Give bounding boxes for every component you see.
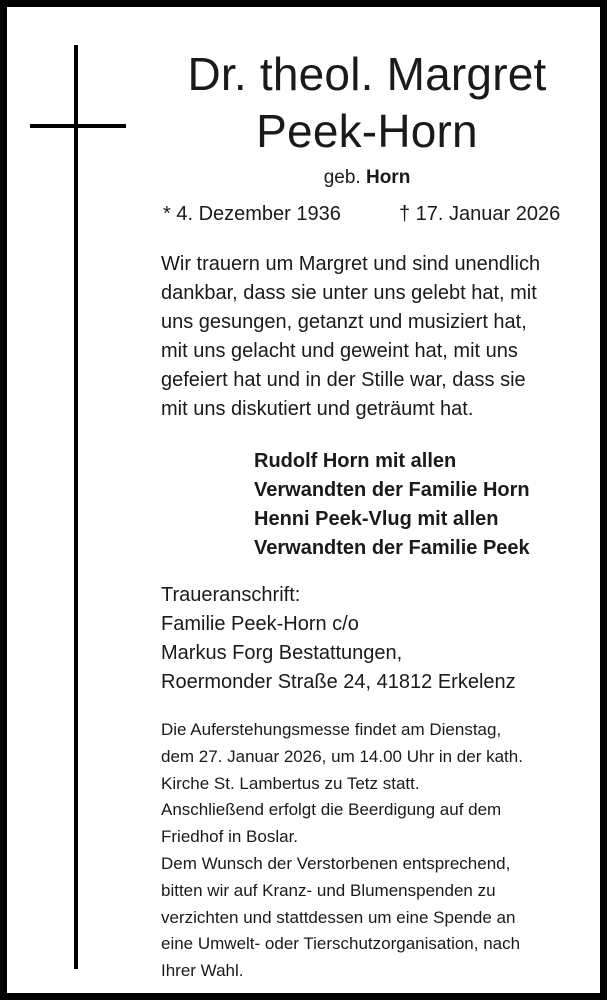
tribute-line: Wir trauern um Margret und sind unendlich [161, 253, 541, 275]
birth-name-value: Horn [365, 167, 411, 188]
mourning-address [161, 581, 516, 697]
birth-date: * 4. Dezember 1936 [163, 203, 341, 225]
funeral-notice [161, 717, 523, 985]
tribute-line: dankbar, dass sie unter uns gelebt hat, mit [161, 282, 537, 304]
tribute-line: gefeiert hat und in der Stille war, dass sie [161, 369, 526, 391]
tribute-line: mit uns diskutiert und geträumt hat. [161, 398, 474, 420]
tribute-line: uns gesungen, getanzt und musiziert hat, [161, 311, 527, 333]
notice-line: eine Umwelt- oder Tierschutzorganisation, nach [161, 934, 521, 954]
notice-line: Dem Wunsch der Verstorbenen entsprechend, [161, 853, 511, 873]
bereaved-line: Rudolf Horn mit allen [254, 450, 457, 472]
notice-line: bitten wir auf Kranz- und Blumenspenden zu [161, 880, 496, 900]
cross-icon-horizontal-bar [30, 124, 126, 128]
deceased-name-line-1: Dr. theol. Margret [187, 48, 547, 100]
tribute-line: mit uns gelacht und geweint hat, mit uns [161, 340, 518, 362]
bereaved-line: Henni Peek-Vlug mit allen [254, 508, 499, 530]
notice-line: Die Auferstehungsmesse findet am Dienstag, [161, 720, 502, 739]
address-line: Familie Peek-Horn c/o [161, 613, 359, 635]
birth-name [117, 167, 607, 189]
death-date: † 17. Januar 2026 [399, 203, 561, 225]
deceased-name-line-2: Peek-Horn [256, 105, 478, 157]
notice-line: verzichten und stattdessen um eine Spende an [161, 907, 516, 927]
address-line: Traueranschrift: [161, 584, 301, 606]
address-line: Roermonder Straße 24, 41812 Erkelenz [161, 671, 516, 693]
tribute-text [161, 250, 581, 424]
notice-line: Kirche St. Lambertus zu Tetz statt. [161, 773, 420, 793]
notice-line: Ihrer Wahl. [161, 961, 244, 981]
bereaved-line: Verwandten der Familie Peek [254, 537, 530, 559]
notice-line: dem 27. Januar 2026, um 14.00 Uhr in der kath. [161, 746, 523, 766]
bereaved-line: Verwandten der Familie Horn [254, 479, 530, 501]
address-line: Markus Forg Bestattungen, [161, 642, 403, 664]
notice-line: Anschließend erfolgt die Beerdigung auf dem [161, 800, 502, 820]
birth-name-prefix: geb. [323, 167, 361, 188]
notice-line: Friedhof in Boslar. [161, 827, 299, 847]
cross-icon-vertical-bar [74, 45, 78, 969]
bereaved-list [254, 447, 530, 563]
